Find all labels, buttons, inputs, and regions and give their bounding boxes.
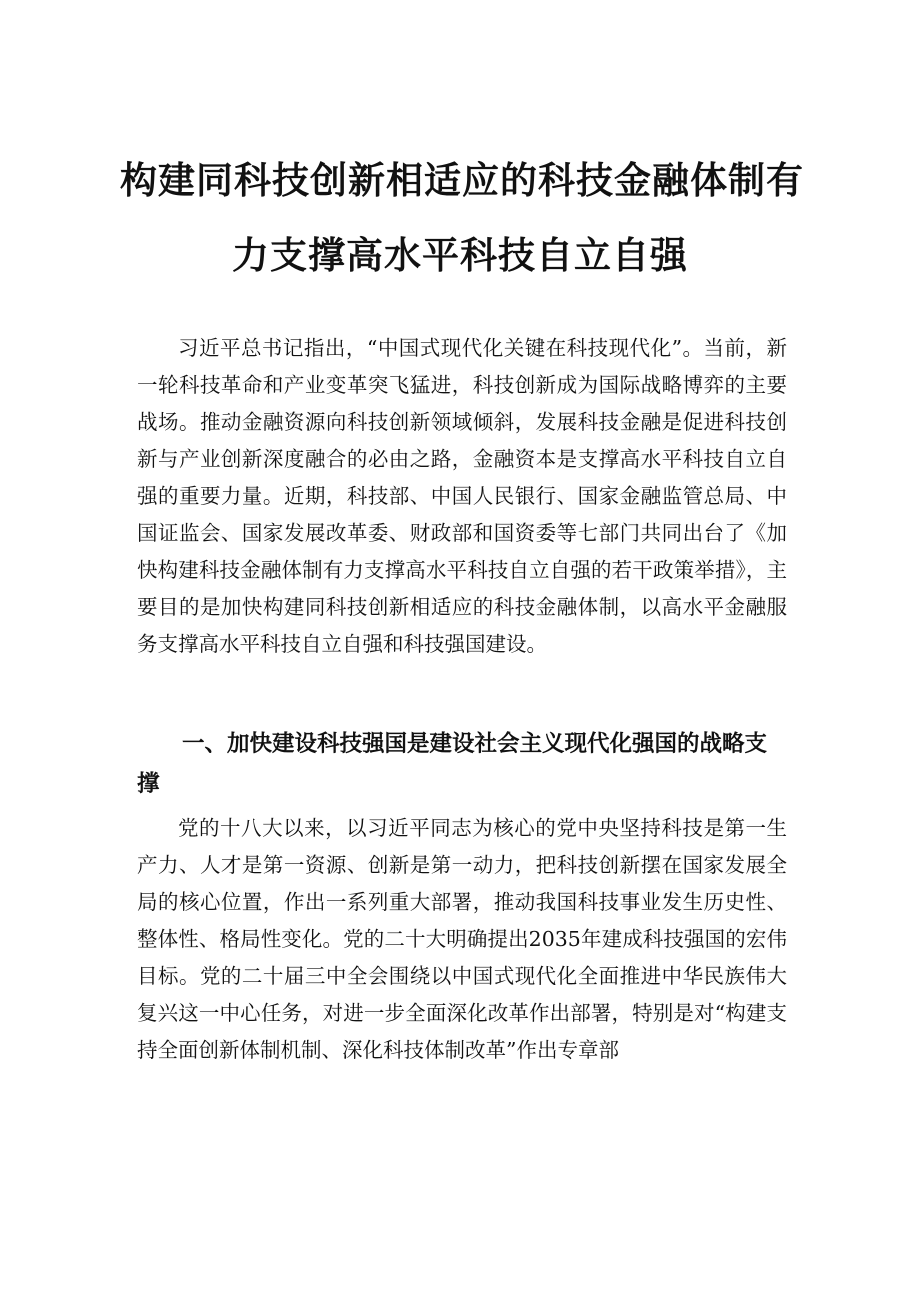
section-heading-1: 一、加快建设科技强国是建设社会主义现代化强国的战略支撑 — [137, 731, 768, 797]
body-paragraph-2: 党的十八大以来，以习近平同志为核心的党中央坚持科技是第一生产力、人才是第一资源、创新是第一动力，把科技创新摆在国家发展全局的核心位置，作出一系列重大部署，推动我国科技事业发生历史性、整体性、格局性变化。党的二十大明确提出2035年建成科技强国的宏伟目标。党的二十届三中全会围绕以中国式现代化全面推进中华民族伟大复兴这一中心任务，对进一步全面深化改革作出部署，特别是对“构建支持全面创新体制机制、深化科技体制改革”作出专章部 — [137, 816, 787, 1062]
document-title-line-2: 力支撑高水平科技自立自强 — [232, 234, 688, 277]
document-title-line-1: 构建同科技创新相适应的科技金融体制有 — [120, 159, 804, 202]
body-paragraph-1: 习近平总书记指出，“中国式现代化关键在科技现代化”。当前，新一轮科技革命和产业变革突飞猛进，科技创新成为国际战略博弈的主要战场。推动金融资源向科技创新领域倾斜，发展科技金融是促进科技创新与产业创新深度融合的必由之路，金融资本是支撑高水平科技自立自强的重要力量。近期，科技部、中国人民银行、国家金融监管总局、中国证监会、国家发展改革委、财政部和国资委等七部门共同出台了《加快构建科技金融体制有力支撑高水平科技自立自强的若干政策举措》，主要目的是加快构建同科技创新相适应的科技金融体制，以高水平金融服务支撑高水平科技自立自强和科技强国建设。 — [137, 336, 787, 656]
